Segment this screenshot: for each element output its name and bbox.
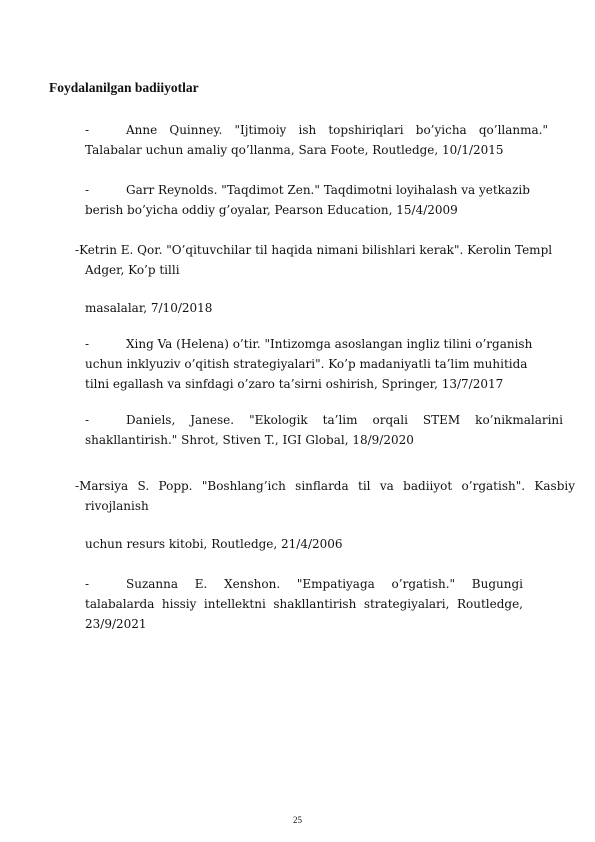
reference-line: uchun inklyuziv o’qitish strategiyalari". Ko’p madaniyatli ta’lim muhitida: [85, 357, 528, 371]
reference-line: masalalar, 7/10/2018: [85, 301, 213, 315]
reference-line: [85, 334, 548, 354]
list-dash: -: [85, 413, 90, 427]
reference-text: Marsiya S. Popp. "Boshlang’ich sinflarda til va badiiyot o’rgatish". Kasbiy: [79, 479, 575, 493]
page-number: 25: [293, 815, 302, 825]
reference-line: [85, 120, 548, 140]
reference-entry: [85, 574, 523, 634]
reference-text: Suzanna E. Xenshon. "Empatiyaga o’rgatish." Bugungi: [126, 577, 523, 591]
list-dash: -: [85, 577, 90, 591]
reference-text: Ketrin E. Qor. "O’qituvchilar til haqida nimani bilishlari kerak". Kerolin Templ: [79, 243, 553, 257]
reference-line: rivojlanish: [85, 499, 149, 513]
reference-line: [85, 180, 548, 200]
reference-text: Xing Va (Helena) o’tir. "Intizomga asoslangan ingliz tilini o’rganish: [126, 337, 533, 351]
reference-entry: [85, 180, 548, 220]
list-dash: -: [85, 123, 90, 137]
list-dash: -: [85, 183, 90, 197]
reference-line: Adger, Ko’p tilli: [85, 263, 180, 277]
reference-entry: [85, 120, 548, 160]
reference-line: [85, 574, 523, 594]
list-dash: -: [85, 337, 90, 351]
list-dash: -: [75, 479, 80, 493]
reference-text: Garr Reynolds. "Taqdimot Zen." Taqdimotni loyihalash va yetkazib: [126, 183, 530, 197]
reference-text: Anne Quinney. "Ijtimoiy ish topshiriqlari bo’yicha qo’llanma.": [126, 123, 548, 137]
reference-line: [75, 476, 575, 496]
reference-line: Talabalar uchun amaliy qo’llanma, Sara Foote, Routledge, 10/1/2015: [85, 143, 504, 157]
section-heading: Foydalanilgan badiiyotlar: [49, 80, 199, 95]
reference-entry: [75, 476, 575, 554]
reference-entry: [75, 240, 575, 318]
list-dash: -: [75, 243, 80, 257]
reference-line: shakllantirish." Shrot, Stiven T., IGI Global, 18/9/2020: [85, 433, 414, 447]
reference-text: Daniels, Janese. "Ekologik ta’lim orqali STEM ko’nikmalarini: [126, 413, 563, 427]
reference-line: [75, 240, 575, 260]
reference-line: talabalarda hissiy intellektni shakllantirish strategiyalari, Routledge,: [85, 597, 523, 611]
reference-line: tilni egallash va sinfdagi o’zaro ta’sirni oshirish, Springer, 13/7/2017: [85, 377, 504, 391]
reference-line: [85, 410, 563, 430]
reference-line: uchun resurs kitobi, Routledge, 21/4/2006: [85, 537, 343, 551]
reference-entry: [85, 334, 548, 394]
reference-entry: [85, 410, 563, 450]
reference-line: 23/9/2021: [85, 617, 147, 631]
reference-line: berish bo’yicha oddiy g’oyalar, Pearson Education, 15/4/2009: [85, 203, 458, 217]
